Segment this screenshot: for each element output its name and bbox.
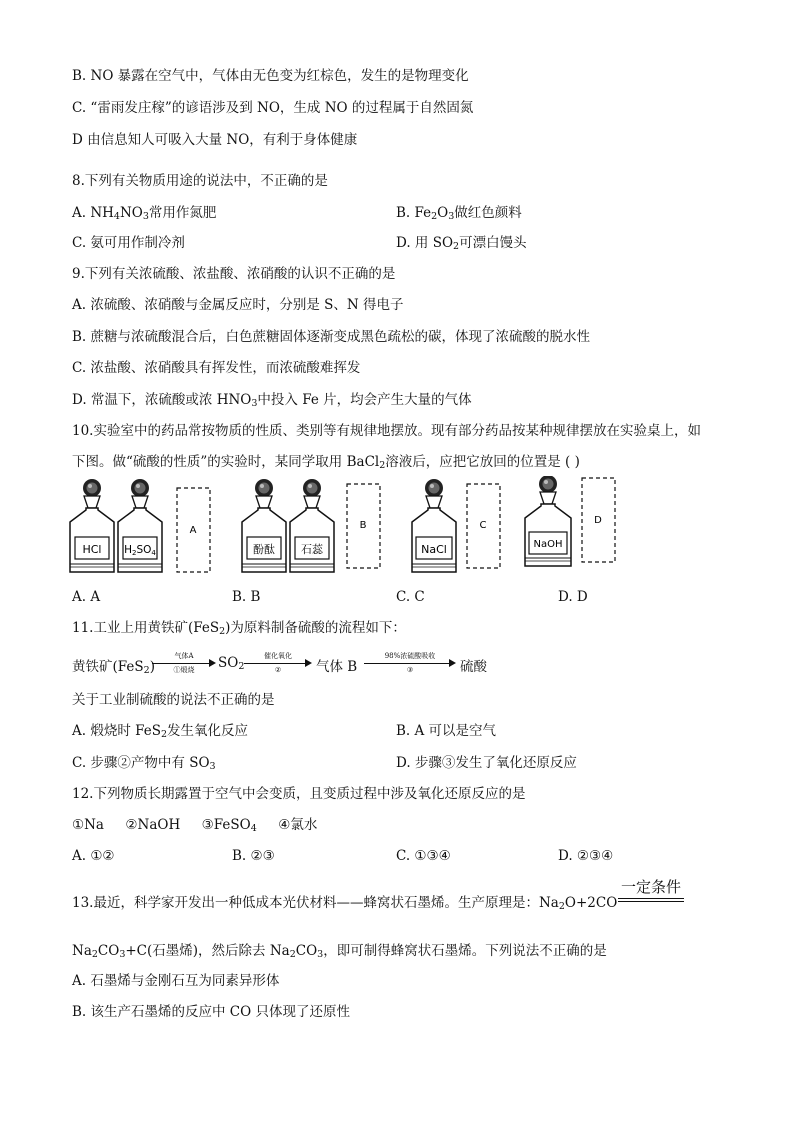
q8-option-c: C. 氨可用作制冷剂 — [72, 235, 185, 251]
q7-option-c: C. “雷雨发庄稼”的谚语涉及到 NO，生成 NO 的过程属于自然固氮 — [72, 100, 474, 116]
q10-option-b: B. B — [232, 589, 261, 605]
flow-arrow-3: 98%浓硫酸吸收 ③ — [364, 652, 456, 676]
q13-stem: 13.最近，科学家开发出一种低成本光伏材料——蜂窝状石墨烯。生产原理是：$Na_2O+2CO$ — [72, 895, 618, 912]
q13-option-b: B. 该生产石墨烯的反应中 CO 只体现了还原性 — [72, 1004, 350, 1020]
q12-items: ①Na ②NaOH ③FeSO$_4$ ④氯水 — [72, 817, 318, 834]
q11-stem: 11.工业上用黄铁矿(FeS$_2$)为原料制备硫酸的流程如下： — [72, 620, 406, 637]
q9-option-a: A. 浓硫酸、浓硝酸与金属反应时，分别是 S、N 得电子 — [72, 297, 404, 313]
reagent-shelf-svg — [64, 476, 744, 580]
q10-option-c: C. C — [396, 589, 425, 605]
flow-sulfuric-acid: 硫酸 — [460, 659, 487, 675]
q7-option-d: D 由信息知人可吸入大量 NO，有利于身体健康 — [72, 132, 358, 148]
label-phenolphthalein: 酚酞 — [253, 543, 275, 556]
label-nacl: NaCl — [421, 543, 447, 556]
q10-stem-line1: 10.实验室中的药品常按物质的性质、类别等有规律地摆放。现有部分药品按某种规律摆放在实验桌上，如 — [72, 423, 701, 439]
q11-option-d: D. 步骤③发生了氧化还原反应 — [396, 755, 577, 771]
label-hcl: HCl — [82, 543, 102, 556]
slot-a-label: A — [189, 525, 197, 536]
label-naoh: NaOH — [533, 539, 563, 550]
flow-arrow-1: 气体A ①煅烧 — [152, 652, 216, 676]
slot-c-label: C — [479, 520, 487, 531]
q10-option-a: A. A — [72, 589, 101, 605]
q10-stem-line2: 下图。做“硫酸的性质”的实验时，某同学取用 BaCl$_2$溶液后，应把它放回的位置是 ( ) — [72, 454, 580, 471]
bottle-h2so4 — [118, 479, 162, 572]
q12-option-d: D. ②③④ — [558, 848, 614, 864]
flow-gas-b: 气体 B — [316, 659, 358, 675]
q12-stem: 12.下列物质长期露置于空气中会变质，且变质过程中涉及氧化还原反应的是 — [72, 786, 526, 802]
q7-option-b: B. NO 暴露在空气中，气体由无色变为红棕色，发生的是物理变化 — [72, 68, 469, 84]
q11-question: 关于工业制硫酸的说法不正确的是 — [72, 692, 275, 708]
q13-option-a: A. 石墨烯与金刚石互为同素异形体 — [72, 973, 280, 989]
bottle-nacl — [412, 479, 456, 572]
flow-pyrite: 黄铁矿(FeS$_2$) — [72, 659, 155, 676]
q12-option-c: C. ①③④ — [396, 848, 451, 864]
q8-option-a: A. $NH_4NO_3$常用作氮肥 — [72, 205, 217, 222]
flow-so2: $SO_2$ — [218, 655, 245, 672]
q11-option-c: C. 步骤②产物中有 $SO_3$ — [72, 755, 216, 772]
slot-d-label: D — [594, 515, 602, 526]
q8-option-d: D. 用 $SO_2$可漂白馒头 — [396, 235, 527, 252]
reaction-condition: 一定条件 — [618, 878, 684, 908]
slot-b-label: B — [359, 520, 367, 531]
q13-equation-line: $Na_2CO_3+C$(石墨烯)，然后除去 $Na_2CO_3$，即可制得蜂窝状石墨烯。下列说法不正确的是 — [72, 943, 607, 960]
q11-option-a: A. 煅烧时 FeS$_2$发生氧化反应 — [72, 723, 249, 740]
q8-stem: 8.下列有关物质用途的说法中，不正确的是 — [72, 173, 328, 189]
q12-option-b: B. ②③ — [232, 848, 275, 864]
flow-arrow-2: 催化氧化 ② — [244, 652, 312, 676]
q9-option-c: C. 浓盐酸、浓硝酸具有挥发性，而浓硫酸难挥发 — [72, 360, 361, 376]
bottle-naoh — [525, 476, 571, 566]
q8-option-b: B. $Fe_2O_3$做红色颜料 — [396, 205, 522, 222]
q10-option-d: D. D — [558, 589, 588, 605]
bottle-phenolphthalein — [242, 479, 286, 572]
label-h2so4: H2SO4 — [124, 544, 156, 557]
q9-option-d: D. 常温下，浓硫酸或浓 $HNO_3$中投入 Fe 片，均会产生大量的气体 — [72, 392, 472, 409]
bottle-litmus — [290, 479, 334, 572]
label-litmus: 石蕊 — [301, 543, 323, 556]
q12-option-a: A. ①② — [72, 848, 115, 864]
q9-stem: 9.下列有关浓硫酸、浓盐酸、浓硝酸的认识不正确的是 — [72, 266, 396, 282]
q11-option-b: B. A 可以是空气 — [396, 723, 497, 739]
q9-option-b: B. 蔗糖与浓硫酸混合后，白色蔗糖固体逐渐变成黑色疏松的碳，体现了浓硫酸的脱水性 — [72, 329, 591, 345]
bottle-hcl — [70, 479, 114, 572]
reagent-shelf-figure — [64, 476, 744, 580]
